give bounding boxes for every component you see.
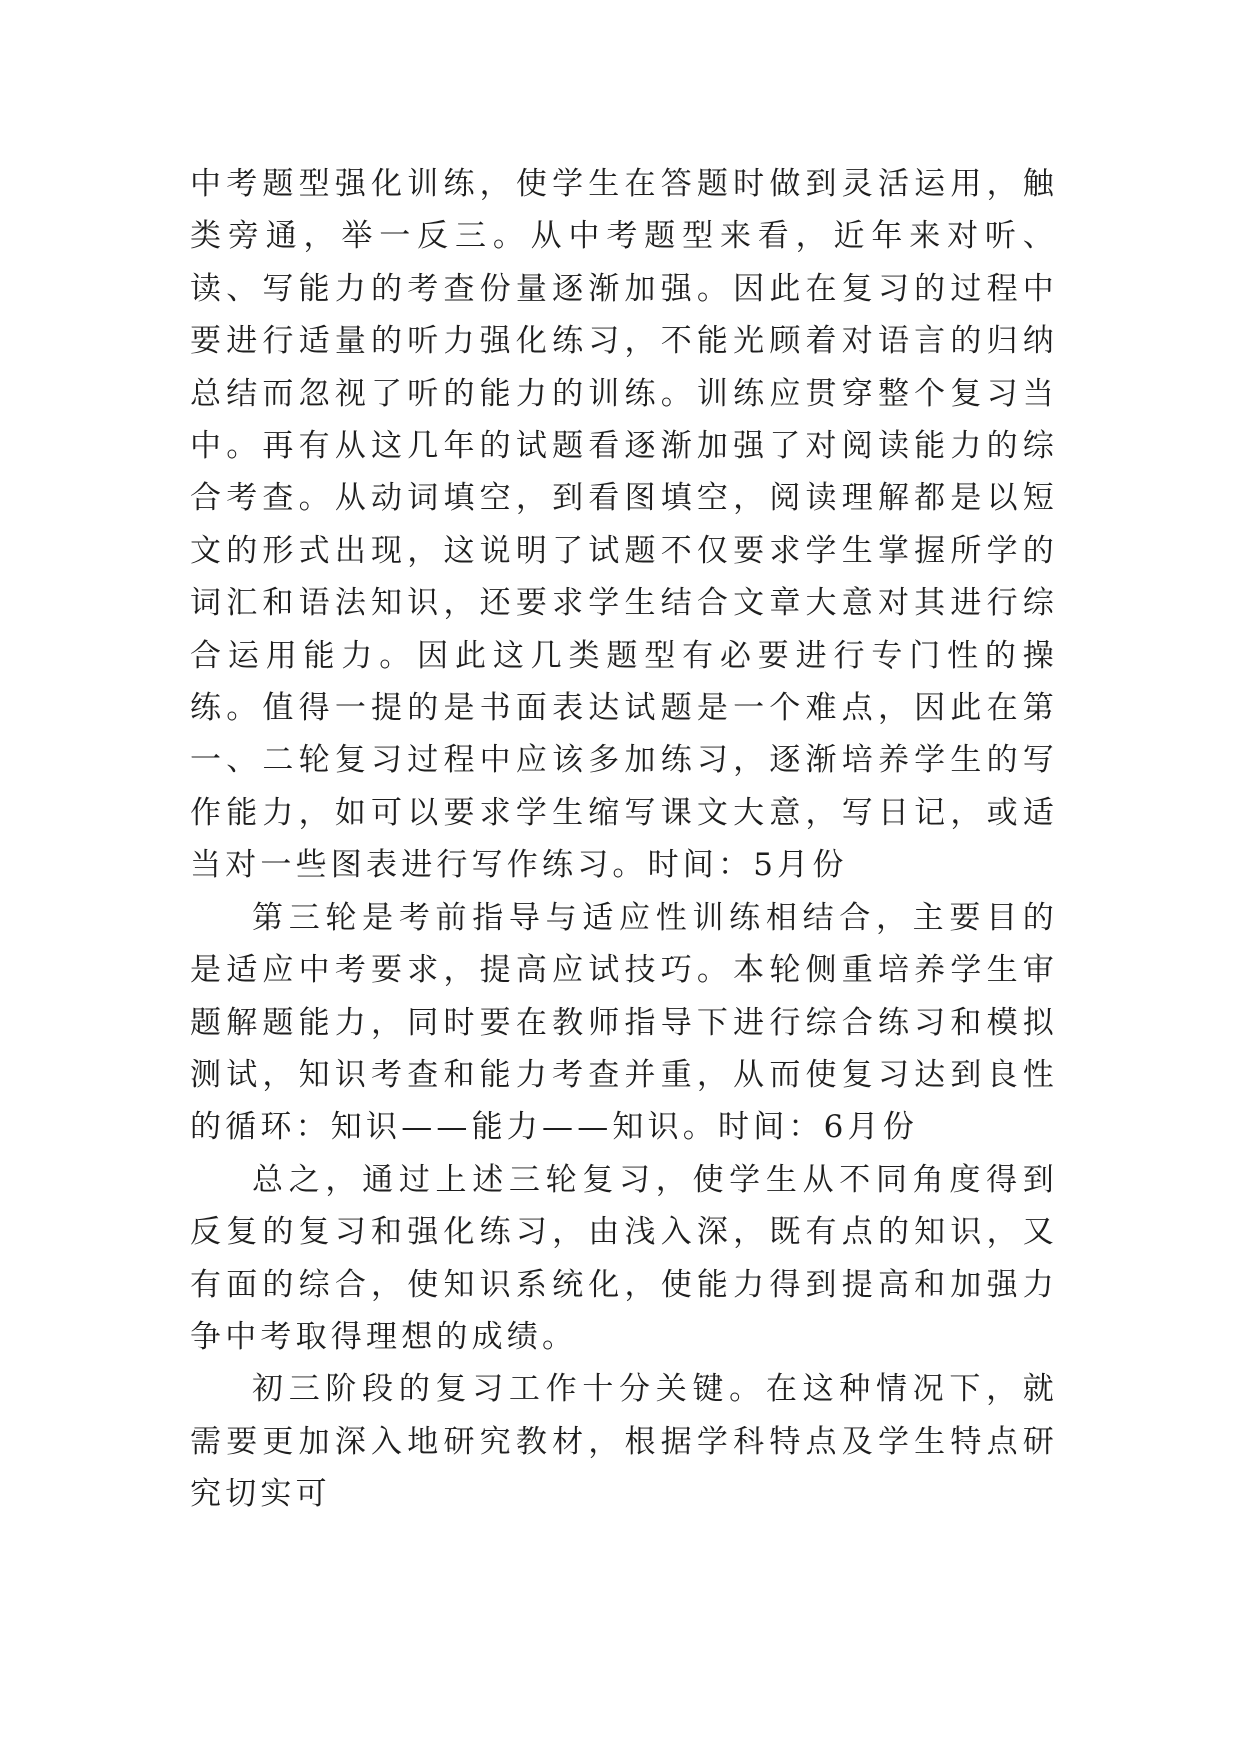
paragraph-continuation: 中考题型强化训练，使学生在答题时做到灵活运用，触类旁通，举一反三。从中考题型来看，近年来对听、读、写能力的考查份量逐渐加强。因此在复习的过程中要进行适量的听力强化练习，不能光顾着对语言的归纳总结而忽视了听的能力的训练。训练应贯穿整个复习当中。再有从这几年的试题看逐渐加强了对阅读能力的综合考查。从动词填空，到看图填空，阅读理解都是以短文的形式出现，这说明了试题不仅要求学生掌握所学的词汇和语法知识，还要求学生结合文章大意对其进行综合运用能力。因此这几类题型有必要进行专门性的操练。值得一提的是书面表达试题是一个难点，因此在第一、二轮复习过程中应该多加练习，逐渐培养学生的写作能力，如可以要求学生缩写课文大意，写日记，或适当对一些图表进行写作练习。时间：5月份 xyxy=(190,166,1058,884)
paragraph-summary: 总之，通过上述三轮复习，使学生从不同角度得到反复的复习和强化练习，由浅入深，既有点的知识，又有面的综合，使知识系统化，使能力得到提高和加强力争中考取得理想的成绩。 xyxy=(190,1161,1058,1355)
paragraph-grade-three-review: 初三阶段的复习工作十分关键。在这种情况下，就需要更加深入地研究教材，根据学科特点及学生特点研究切实可 xyxy=(190,1371,1058,1513)
document-body xyxy=(190,158,1058,1521)
paragraph-third-round: 第三轮是考前指导与适应性训练相结合，主要目的是适应中考要求，提高应试技巧。本轮侧重培养学生审题解题能力，同时要在教师指导下进行综合练习和模拟测试，知识考查和能力考查并重，从而使复习达到良性的循环：知识——能力——知识。时间：6月份 xyxy=(190,899,1058,1146)
